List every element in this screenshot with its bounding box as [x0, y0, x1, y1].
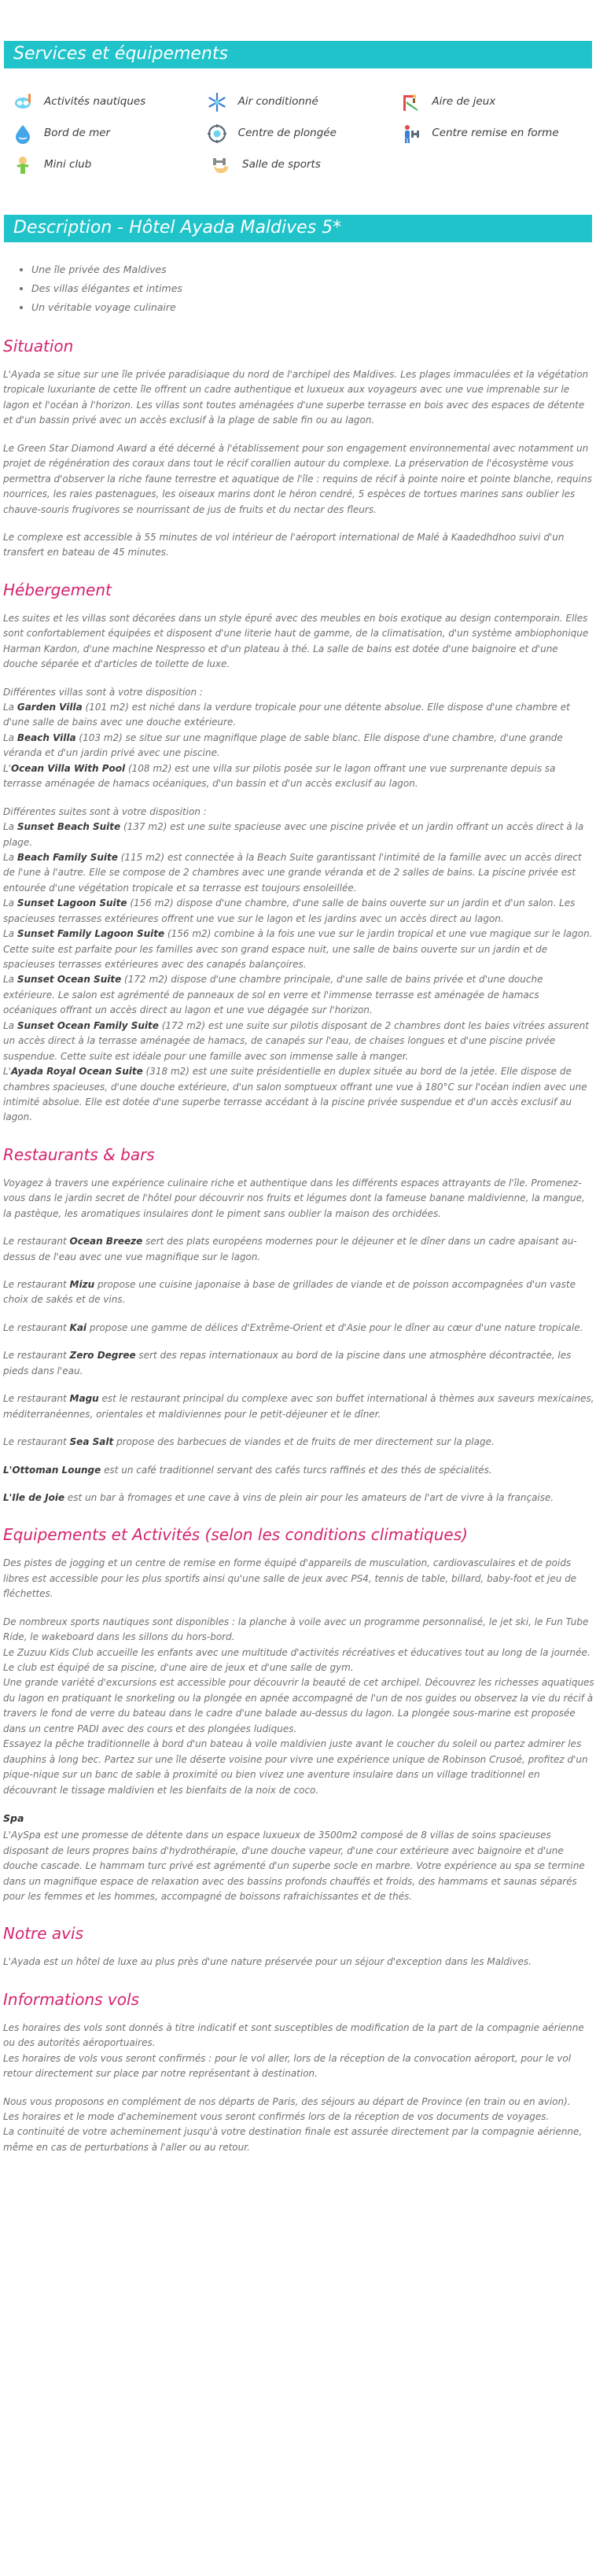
- suite-item: La Sunset Ocean Family Suite (172 m2) est une suite sur pilotis disposant de 2 chambres dont les baies vitrées assurent un accès direct à la terrasse aménagée de hamacs, de canapés sur l'eau, de chaises longues et d'une piscine privée suspendue. Cette suite est idéale pour une famille avec son immense salle à manger.: [3, 1019, 589, 1062]
- suite-item: La Beach Family Suite (115 m2) est connectée à la Beach Suite garantissant l'intimité de la famille avec un accès direct de l'une à l'autre. Elle se compose de 2 chambres avec une grande véranda et de 2 salles de bains. La piscine privée est entourée d'une végétation tropicale et sa terrasse est toujours ensoleillée.: [3, 851, 582, 894]
- restaurant-name: Magu: [69, 1393, 99, 1405]
- service-item: [13, 87, 207, 118]
- suite-name: Ayada Royal Ocean Suite: [10, 1066, 143, 1078]
- highlight-item: • Une île privée des Maldives: [31, 260, 594, 279]
- restaurant-name: Ocean Breeze: [69, 1236, 143, 1247]
- restaurant-item: Le restaurant Sea Salt propose des barbecues de viandes et de fruits de mer directement sur la plage.: [3, 1436, 495, 1448]
- vols-title: Informations vols: [3, 1989, 139, 2009]
- villa-name: Garden Villa: [17, 702, 83, 713]
- description-header: Description - Hôtel Ayada Maldives 5*: [4, 215, 592, 242]
- restaurant-item: Le restaurant Ocean Breeze sert des plats européens modernes pour le déjeuner et le dîner dans un cadre apaisant au-dessus de l'eau avec une vue magnifique sur le lagon.: [3, 1236, 577, 1262]
- suite-name: Sunset Family Lagoon Suite: [17, 928, 165, 940]
- hebergement-intro: Les suites et les villas sont décorées dans un style épuré avec des meubles en bois exotique au design contemporain. Elles sont confortablement équipées et disposent d'une literie haut de gamme, de la climatisation, d'un système ambiophonique Harman Kardon, d'une machine Nespresso et d'un plateau à thé. La salle de bains est dotée d'une baignoire et d'une douche séparée et d'articles de toilette de luxe.: [3, 612, 589, 670]
- child-icon: [13, 155, 33, 175]
- equipements-line: Le Zuzuu Kids Club accueille les enfants avec une multitude d'activités récréatives et éducatives tout au long de la journée. Le club est équipé de sa piscine, d'une aire de jeux et d'une salle de gym.: [3, 1646, 590, 1673]
- services-row: [13, 118, 594, 149]
- suite-item: La Sunset Lagoon Suite (156 m2) dispose d'une chambre, d'une salle de bains ouverte sur un jardin et d'un salon. Les spacieuses terrasses extérieures offrent une vue sur le lagon et les jardins avec un accès direct au lagon.: [3, 897, 576, 924]
- suite-name: Sunset Lagoon Suite: [17, 897, 127, 909]
- suite-item: La Sunset Family Lagoon Suite (156 m2) combine à la fois une vue sur le jardin tropical et une vue magique sur le lagon. Cette suite est parfaite pour les familles avec son grand espace nuit, une salle de bains ouverte sur un jardin et de spacieuses terrasses extérieures avec des canapés balançoires.: [3, 928, 593, 970]
- highlight-item: • Des villas élégantes et intimes: [31, 279, 594, 298]
- service-item: [211, 149, 409, 181]
- diving-helm-icon: [207, 123, 227, 144]
- situation-title: Situation: [3, 337, 74, 356]
- service-label: Air conditionné: [237, 95, 318, 109]
- vols-line: Les horaires de vols vous seront confirmés : pour le vol aller, lors de la réception de la convocation aéroport, pour le vol retour directement sur place par notre représentant à destination.: [3, 2052, 572, 2080]
- villa-item: La Garden Villa (101 m2) est niché dans la verdure tropicale pour une détente absolue. Elle dispose d'une chambre et d'une salle de bains avec une douche extérieure.: [3, 702, 570, 728]
- avis-paragraph: L'Ayada est un hôtel de luxe au plus près d'une nature préservée pour un séjour d'exception dans les Maldives.: [3, 1956, 532, 1968]
- highlights-list: [2, 242, 594, 317]
- service-label: Centre remise en forme: [432, 127, 559, 140]
- suite-item: La Sunset Beach Suite (137 m2) est une suite spacieuse avec une piscine privée et un jardin offrant un accès direct à la plage.: [3, 821, 584, 848]
- situation-paragraph: L'Ayada se situe sur une île privée paradisiaque du nord de l'archipel des Maldives. Les plages immaculées et la végétation tropicale luxuriante de cette île offrent un cadre authentique et luxueux aux voyageurs avec une vue imprenable sur le lagon et l'océan à l'horizon. Les villas sont toutes aménagées d'une superbe terrasse en bois avec des espaces de détente et d'un bassin privé avec un accès exclusif à la plage de sable fin ou au lagon.: [3, 369, 589, 426]
- suite-name: Beach Family Suite: [17, 851, 118, 863]
- equipements-line: Une grande variété d'excursions est accessible pour découvrir la beauté de cet archipel. Découvrez les richesses aquatiques du lagon en pratiquant le snorkeling ou la plongée en apnée accompagné de l'un de nos guides ou observez la vie du récif à travers le fond de verre du bateau dans le cadre d'une balade au-dessus du lagon. La plongée sous-marine est proposée dans un centre PADI avec des cours et des plongées ludiques.: [3, 1677, 594, 1734]
- restaurants-intro: Voyagez à travers une expérience culinaire riche et authentique dans les différents espaces attrayants de l'île. Promenez-vous dans le jardin secret de l'hôtel pour découvrir nos fruits et légumes dont la fameuse banane maldivienne, la mangue, la pastèque, les aromatiques insulaires dont le piment sans oublier la maison des orchidées.: [3, 1177, 585, 1219]
- restaurant-item: L'Ile de Joie est un bar à fromages et une cave à vins de plein air pour les amateurs de l'art de vivre à la française.: [3, 1491, 554, 1503]
- villa-name: Beach Villa: [17, 732, 76, 743]
- equipements-line: Essayez la pêche traditionnelle à bord d'un bateau à voile maldivien juste avant le coucher du soleil ou partez admirer les dauphins à long bec. Partez sur une île déserte voisine pour vivre une expérience unique de Robinson Crusoé, profitez d'un pique-nique sur un banc de sable à proximité ou bien vivez une aventure insulaire dans un village traditionnel en découvrant le tissage maldivien et les bienfaits de la noix de coco.: [3, 1738, 588, 1796]
- equipements-paragraph: Des pistes de jogging et un centre de remise en forme équipé d'appareils de musculation, cardiovasculaires et de poids libres est accessible pour les plus sportifs ainsi qu'une salle de jeux avec PS4, tennis de table, billard, baby-foot et jeu de fléchettes.: [3, 1557, 577, 1600]
- villa-item: La Beach Villa (103 m2) se situe sur une magnifique plage de sable blanc. Elle dispose d'une chambre, d'une grande véranda et d'un jardin privé avec une piscine.: [3, 732, 563, 759]
- restaurant-name: Sea Salt: [69, 1436, 114, 1448]
- avis-title: Notre avis: [3, 1924, 83, 1944]
- vols-line: Nous vous proposons en complément de nos départs de Paris, des séjours au départ de Province (en train ou en avion).: [3, 2095, 571, 2107]
- restaurant-item: Le restaurant Mizu propose une cuisine japonaise à base de grillades de viande et de poisson accompagnées d'un vaste choix de sakés et de vins.: [3, 1279, 576, 1306]
- restaurant-name: L'Ile de Joie: [3, 1491, 65, 1503]
- vols-line: Les horaires et le mode d'acheminement vous seront confirmés lors de la réception de vos documents de voyages.: [3, 2111, 550, 2122]
- vols-line: Les horaires des vols sont donnés à titre indicatif et sont susceptibles de modification de la part de la compagnie aérienne ou des autorités aéroportuaires.: [3, 2021, 584, 2049]
- suite-name: Sunset Ocean Family Suite: [17, 1019, 159, 1031]
- service-item: [207, 87, 401, 118]
- service-item: [400, 118, 594, 149]
- situation-paragraph: Le Green Star Diamond Award a été décerné à l'établissement pour son engagement environnemental avec notamment un projet de régénération des coraux dans tout le récif corallien autour du complexe. La préservation de l'écosystème vous permettra d'observer la riche faune terrestre et aquatique de l'île : requins de récif à pointe noire et pointe blanche, requins nourrices, les raies pastenagues, les oiseaux marins dont le héron cendré, 5 espèces de tortues marines sans oublier les chauve-souris frugivores se nourrissant de jus de fruits et du nectar des fleurs.: [3, 442, 592, 515]
- service-label: Mini club: [44, 158, 92, 171]
- equipements-line: De nombreux sports nautiques sont disponibles : la planche à voile avec un programme personnalisé, le jet ski, le Fun Tube Ride, le wakeboard dans les sillons du hors-bord.: [3, 1616, 589, 1643]
- dumbbell-hand-icon: [211, 155, 231, 175]
- service-label: Salle de sports: [242, 158, 321, 171]
- service-label: Bord de mer: [44, 127, 111, 140]
- villa-item: L'Ocean Villa With Pool (108 m2) est une villa sur pilotis posée sur le lagon offrant une vue surprenante depuis sa terrasse aménagée de hamacs océaniques, d'un bassin et d'un accès exclusif au lagon.: [3, 762, 556, 790]
- services-row: [13, 149, 594, 181]
- service-item: [13, 149, 211, 181]
- restaurant-item: Le restaurant Kai propose une gamme de délices d'Extrême-Orient et d'Asie pour le dîner au cœur d'une nature tropicale.: [3, 1321, 583, 1333]
- villa-name: Ocean Villa With Pool: [10, 762, 126, 774]
- restaurant-name: Mizu: [69, 1279, 95, 1290]
- suites-intro: Différentes suites sont à votre disposition :: [3, 805, 207, 817]
- vols-line: La continuité de votre acheminement jusqu'à votre destination finale est assurée directement par la compagnie aérienne, même en cas de perturbations à l'aller ou au retour.: [3, 2126, 583, 2153]
- villas-intro: Différentes villas sont à votre disposition :: [3, 686, 203, 698]
- services-header: Services et équipements: [4, 41, 592, 68]
- suite-item: La Sunset Ocean Suite (172 m2) dispose d'une chambre principale, d'une salle de bains privée et d'une douche extérieure. Le salon est agrémenté de panneaux de sol en verre et l'immense terrasse est aménagée de hamacs océaniques offrant un accès direct au lagon et une vue dégagée sur l'horizon.: [3, 974, 543, 1016]
- situation-paragraph: Le complexe est accessible à 55 minutes de vol intérieur de l'aéroport international de Malé à Kaadedhdhoo suivi d'un transfert en bateau de 45 minutes.: [3, 531, 565, 558]
- restaurant-name: Zero Degree: [69, 1350, 136, 1362]
- suite-item: L'Ayada Royal Ocean Suite (318 m2) est une suite présidentielle en duplex située au bord de la jetée. Elle dispose de chambres spacieuses, d'une douche extérieure, d'un salon somptueux offrant une vue à 180°C sur l'océan indien avec une intimité absolue. Elle est dotée d'une superbe terrasse accédant à la piscine privée suspendue et d'un accès exclusif au lagon.: [3, 1066, 587, 1123]
- service-item: [13, 118, 207, 149]
- service-label: Centre de plongée: [237, 127, 337, 140]
- snowflake-icon: [207, 92, 227, 112]
- highlight-item: • Un véritable voyage culinaire: [31, 298, 594, 317]
- equipements-title: Equipements et Activités (selon les conditions climatiques): [3, 1525, 468, 1545]
- hebergement-title: Hébergement: [3, 580, 112, 599]
- restaurant-item: L'Ottoman Lounge est un café traditionnel servant des cafés turcs raffinés et des thés de spécialités.: [3, 1464, 492, 1476]
- service-label: Activités nautiques: [44, 95, 146, 109]
- restaurants-title: Restaurants & bars: [3, 1144, 155, 1164]
- suite-name: Sunset Ocean Suite: [17, 974, 122, 986]
- water-drop-icon: [13, 123, 33, 144]
- restaurant-name: L'Ottoman Lounge: [3, 1464, 101, 1476]
- snorkel-mask-icon: [13, 92, 33, 112]
- service-label: Aire de jeux: [432, 95, 496, 109]
- page: [0, 41, 596, 2199]
- service-item: [400, 87, 594, 118]
- restaurant-item: Le restaurant Zero Degree sert des repas internationaux au bord de la piscine dans une atmosphère décontractée, les pieds dans l'eau.: [3, 1350, 572, 1376]
- suite-name: Sunset Beach Suite: [17, 821, 121, 833]
- playground-icon: [400, 92, 421, 112]
- services-row: [13, 87, 594, 118]
- services-grid: [2, 68, 594, 185]
- fitness-icon: [400, 123, 421, 144]
- spa-paragraph: L'AySpa est une promesse de détente dans un espace luxueux de 3500m2 composé de 8 villas de soins spacieuses disposant de leurs propres bains d'hydrothérapie, d'une douche vapeur, d'une cour extérieure avec baignoire et d'une douche cascade. Le hammam turc privé est agrémenté d'un superbe socle en marbre. Votre expérience au spa se termine dans un magnifique espace de relaxation avec des bassins profonds chauffés et froids, des hammams et saunas séparés pour les femmes et les hommes, accompagné de boissons rafraichissantes et de thés.: [3, 1830, 585, 1902]
- restaurant-item: Le restaurant Magu est le restaurant principal du complexe avec son buffet international à thèmes aux saveurs mexicaines, méditerranéennes, orientales et maldiviennes pour le petit-déjeuner et le dîner.: [3, 1393, 594, 1420]
- restaurant-name: Kai: [69, 1321, 87, 1333]
- spa-title: Spa: [3, 1811, 24, 1824]
- service-item: [207, 118, 401, 149]
